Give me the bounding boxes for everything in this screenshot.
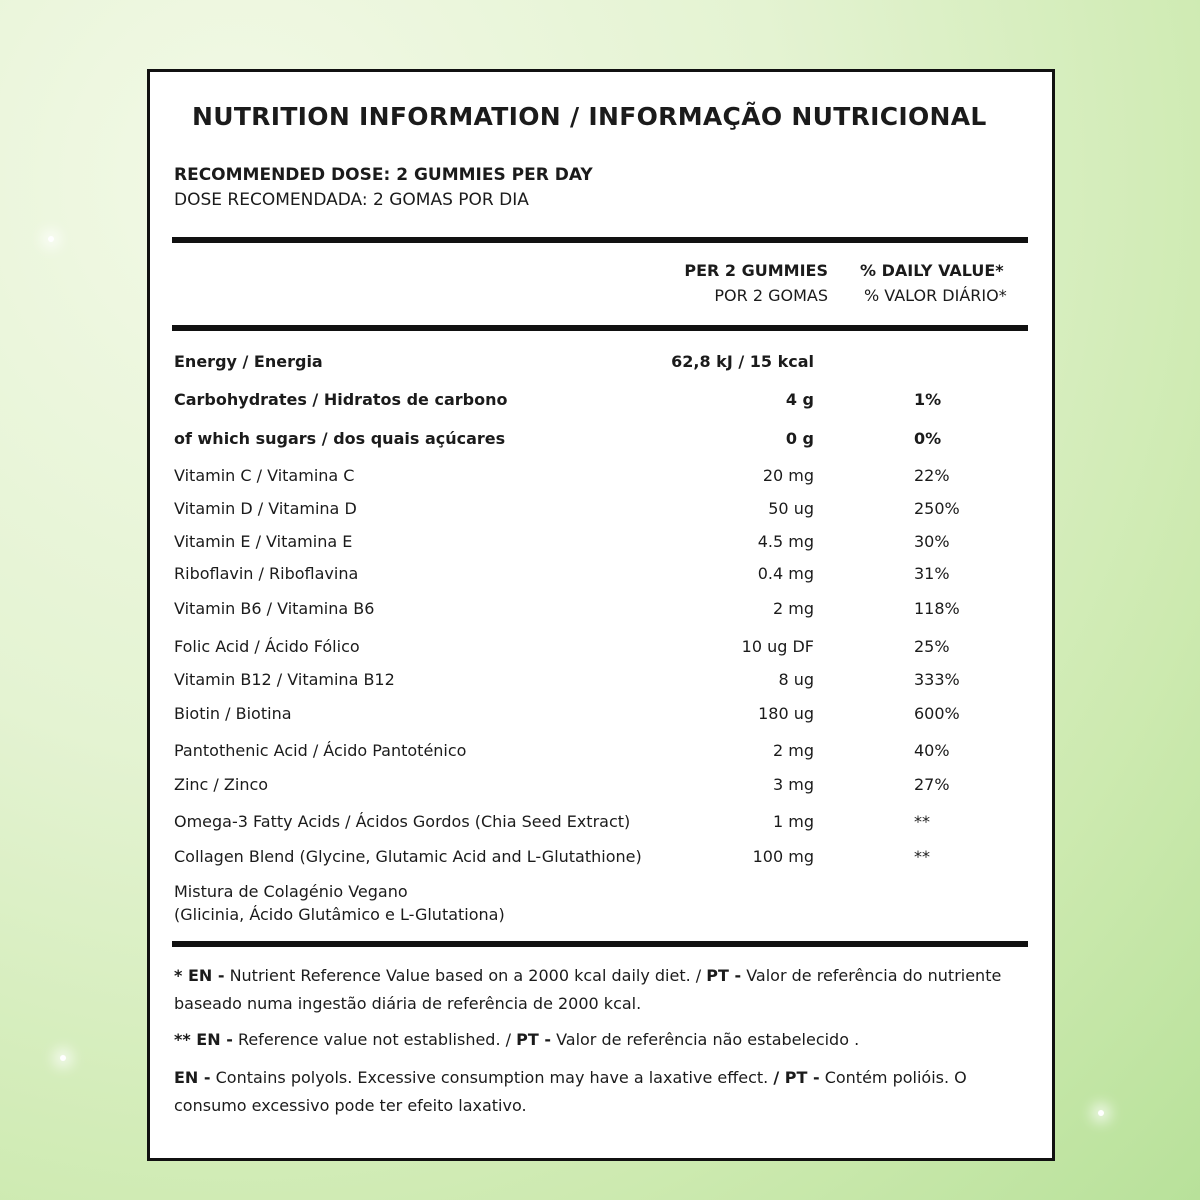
note-label: PT - xyxy=(706,966,742,985)
nutrient-row xyxy=(150,352,1052,380)
nutrient-amount: 4 g xyxy=(785,390,814,409)
nutrient-row xyxy=(150,812,1052,840)
nutrient-row xyxy=(150,564,1052,592)
note-label: PT - xyxy=(516,1030,551,1049)
nutrient-row xyxy=(150,741,1052,769)
nutrient-row xyxy=(150,599,1052,627)
column-header-dv-en: % DAILY VALUE* xyxy=(860,261,1004,280)
note-text: Valor de referência do nutriente baseado numa ingestão diária de referência de 2000 kcal. xyxy=(174,966,1002,1013)
nutrient-name: (Glicinia, Ácido Glutâmico e L-Glutationa) xyxy=(174,905,505,924)
collagen-pt-line2 xyxy=(150,905,1052,933)
note-label: EN - xyxy=(174,1068,211,1087)
sparkle-decoration xyxy=(48,236,54,242)
nutrient-daily-value: 25% xyxy=(914,637,950,656)
nutrient-row xyxy=(150,499,1052,527)
column-header-per-pt: POR 2 GOMAS xyxy=(714,286,828,305)
nutrient-row xyxy=(150,390,1052,418)
nutrient-amount: 100 mg xyxy=(752,847,814,866)
nutrient-row xyxy=(150,429,1052,457)
nutrient-daily-value: 27% xyxy=(914,775,950,794)
nutrient-row xyxy=(150,704,1052,732)
nutrient-name: Omega-3 Fatty Acids / Ácidos Gordos (Chia Seed Extract) xyxy=(174,812,631,831)
nutrient-name: Vitamin E / Vitamina E xyxy=(174,532,353,551)
nutrient-amount: 3 mg xyxy=(772,775,814,794)
sparkle-decoration xyxy=(60,1055,66,1061)
footnote-polyols xyxy=(174,1064,1024,1120)
note-label: ** EN - xyxy=(174,1030,233,1049)
nutrient-daily-value: 600% xyxy=(914,704,960,723)
nutrient-row xyxy=(150,466,1052,494)
nutrient-daily-value: 40% xyxy=(914,741,950,760)
nutrient-daily-value: 118% xyxy=(914,599,960,618)
nutrient-amount: 2 mg xyxy=(772,741,814,760)
nutrient-name: Vitamin C / Vitamina C xyxy=(174,466,355,485)
nutrient-row xyxy=(150,670,1052,698)
note-text: Nutrient Reference Value based on a 2000 kcal daily diet. / xyxy=(229,966,702,985)
nutrient-name: Vitamin B12 / Vitamina B12 xyxy=(174,670,395,689)
nutrient-amount: 50 ug xyxy=(768,499,814,518)
nutrient-amount: 0 g xyxy=(785,429,814,448)
footnote-reference xyxy=(174,1026,1024,1054)
recommended-dose-pt: DOSE RECOMENDADA: 2 GOMAS POR DIA xyxy=(174,190,529,210)
nutrient-daily-value: ** xyxy=(914,812,930,831)
nutrient-amount: 0.4 mg xyxy=(757,564,814,583)
divider-bottom xyxy=(172,941,1028,947)
nutrient-daily-value: 333% xyxy=(914,670,960,689)
nutrient-name: Mistura de Colagénio Vegano xyxy=(174,882,408,901)
nutrient-row xyxy=(150,775,1052,803)
nutrient-amount: 62,8 kJ / 15 kcal xyxy=(671,352,814,371)
divider-top xyxy=(172,237,1028,243)
nutrient-amount: 4.5 mg xyxy=(757,532,814,551)
recommended-dose-en: RECOMMENDED DOSE: 2 GUMMIES PER DAY xyxy=(174,165,593,185)
nutrient-name: Pantothenic Acid / Ácido Pantoténico xyxy=(174,741,467,760)
nutrient-name: Biotin / Biotina xyxy=(174,704,292,723)
note-text: Contém polióis. O consumo excessivo pode ter efeito laxativo. xyxy=(174,1068,967,1115)
page-title: NUTRITION INFORMATION / INFORMAÇÃO NUTRICIONAL xyxy=(192,102,987,131)
nutrient-amount: 1 mg xyxy=(772,812,814,831)
note-label: * EN - xyxy=(174,966,225,985)
nutrient-daily-value: 1% xyxy=(914,390,942,409)
nutrient-daily-value: 250% xyxy=(914,499,960,518)
sparkle-decoration xyxy=(1098,1110,1104,1116)
nutrient-name: Vitamin B6 / Vitamina B6 xyxy=(174,599,375,618)
nutrient-amount: 8 ug xyxy=(778,670,814,689)
note-text: Contains polyols. Excessive consumption may have a laxative effect. xyxy=(215,1068,769,1087)
nutrient-name: Riboflavin / Riboflavina xyxy=(174,564,359,583)
nutrient-name: Energy / Energia xyxy=(174,352,323,371)
nutrient-name: Vitamin D / Vitamina D xyxy=(174,499,357,518)
nutrient-daily-value: 22% xyxy=(914,466,950,485)
nutrient-name: Carbohydrates / Hidratos de carbono xyxy=(174,390,508,409)
note-text: Reference value not established. / xyxy=(237,1030,512,1049)
note-text: Valor de referência não estabelecido . xyxy=(556,1030,860,1049)
nutrition-panel xyxy=(147,69,1055,1161)
nutrient-name: Collagen Blend (Glycine, Glutamic Acid and L-Glutathione) xyxy=(174,847,642,866)
nutrient-row xyxy=(150,637,1052,665)
nutrient-name: Folic Acid / Ácido Fólico xyxy=(174,637,360,656)
nutrient-name: of which sugars / dos quais açúcares xyxy=(174,429,506,448)
column-header-dv-pt: % VALOR DIÁRIO* xyxy=(864,286,1007,305)
nutrient-amount: 2 mg xyxy=(772,599,814,618)
nutrient-row xyxy=(150,847,1052,875)
footnote-daily-value xyxy=(174,962,1024,1018)
column-header-per-en: PER 2 GUMMIES xyxy=(684,261,828,280)
divider-header xyxy=(172,325,1028,331)
nutrient-daily-value: 30% xyxy=(914,532,950,551)
nutrient-daily-value: 0% xyxy=(914,429,942,448)
nutrient-row xyxy=(150,532,1052,560)
nutrient-amount: 10 ug DF xyxy=(741,637,814,656)
note-label: / PT - xyxy=(773,1068,820,1087)
nutrient-amount: 180 ug xyxy=(758,704,814,723)
nutrient-daily-value: 31% xyxy=(914,564,950,583)
nutrient-name: Zinc / Zinco xyxy=(174,775,269,794)
nutrient-amount: 20 mg xyxy=(762,466,814,485)
nutrient-daily-value: ** xyxy=(914,847,930,866)
